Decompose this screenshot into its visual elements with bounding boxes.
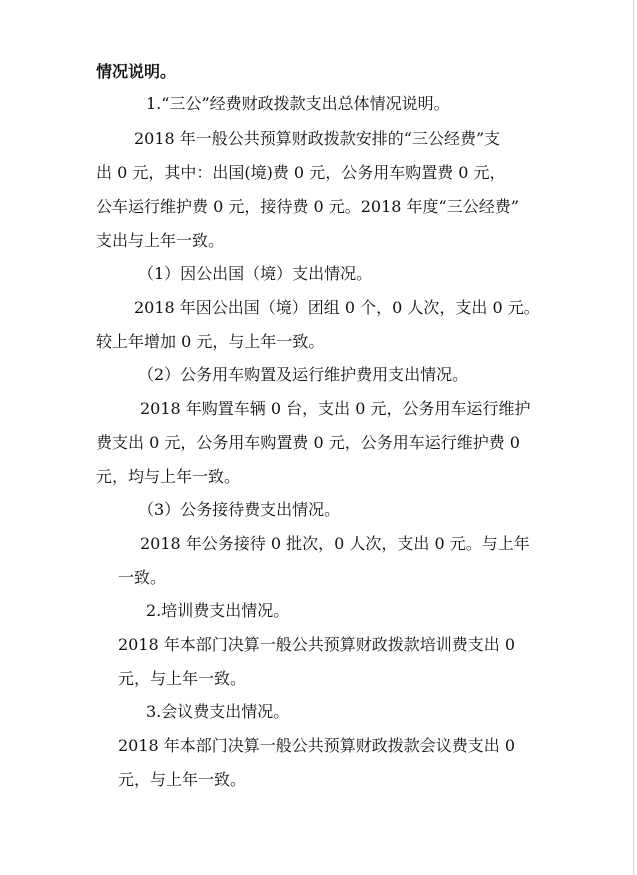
subsection-heading-meetings: 3.会议费支出情况。 bbox=[146, 702, 290, 721]
subsection-heading-vehicles: （2）公务用车购置及运行维护费用支出情况。 bbox=[138, 365, 469, 384]
section-heading-tail: 情况说明。 bbox=[96, 62, 177, 81]
paragraph-line: 元，与上年一致。 bbox=[118, 770, 247, 789]
paragraph-line: 2018 年因公出国（境）团组 0 个，0 人次，支出 0 元。 bbox=[134, 298, 540, 317]
paragraph-line: 公车运行维护费 0 元，接待费 0 元。2018 年度“三公经费” bbox=[96, 197, 519, 216]
paragraph-line: 2018 年本部门决算一般公共预算财政拨款培训费支出 0 bbox=[118, 635, 516, 654]
subsection-heading-abroad: （1）因公出国（境）支出情况。 bbox=[138, 264, 373, 283]
paragraph-line: 出 0 元，其中：出国(境)费 0 元，公务用车购置费 0 元， bbox=[96, 163, 506, 182]
paragraph-line: 2018 年本部门决算一般公共预算财政拨款会议费支出 0 bbox=[118, 736, 516, 755]
paragraph-line: 较上年增加 0 元，与上年一致。 bbox=[96, 332, 325, 351]
subsection-heading-training: 2.培训费支出情况。 bbox=[146, 601, 290, 620]
paragraph-line: 一致。 bbox=[118, 568, 167, 587]
paragraph-line: 2018 年一般公共预算财政拨款安排的“三公经费”支 bbox=[134, 129, 501, 148]
paragraph-line: 费支出 0 元，公务用车购置费 0 元，公务用车运行维护费 0 bbox=[96, 433, 520, 452]
subsection-heading-reception: （3）公务接待费支出情况。 bbox=[138, 500, 341, 519]
paragraph-line: 元，均与上年一致。 bbox=[96, 467, 241, 486]
paragraph-line: 支出与上年一致。 bbox=[96, 231, 225, 250]
paragraph-line: 2018 年购置车辆 0 台，支出 0 元，公务用车运行维护 bbox=[140, 399, 531, 418]
paragraph-line: 2018 年公务接待 0 批次，0 人次，支出 0 元。与上年 bbox=[140, 534, 530, 553]
paragraph-line: 元，与上年一致。 bbox=[118, 669, 247, 688]
subsection-heading-three-public: 1.“三公”经费财政拨款支出总体情况说明。 bbox=[146, 94, 450, 113]
